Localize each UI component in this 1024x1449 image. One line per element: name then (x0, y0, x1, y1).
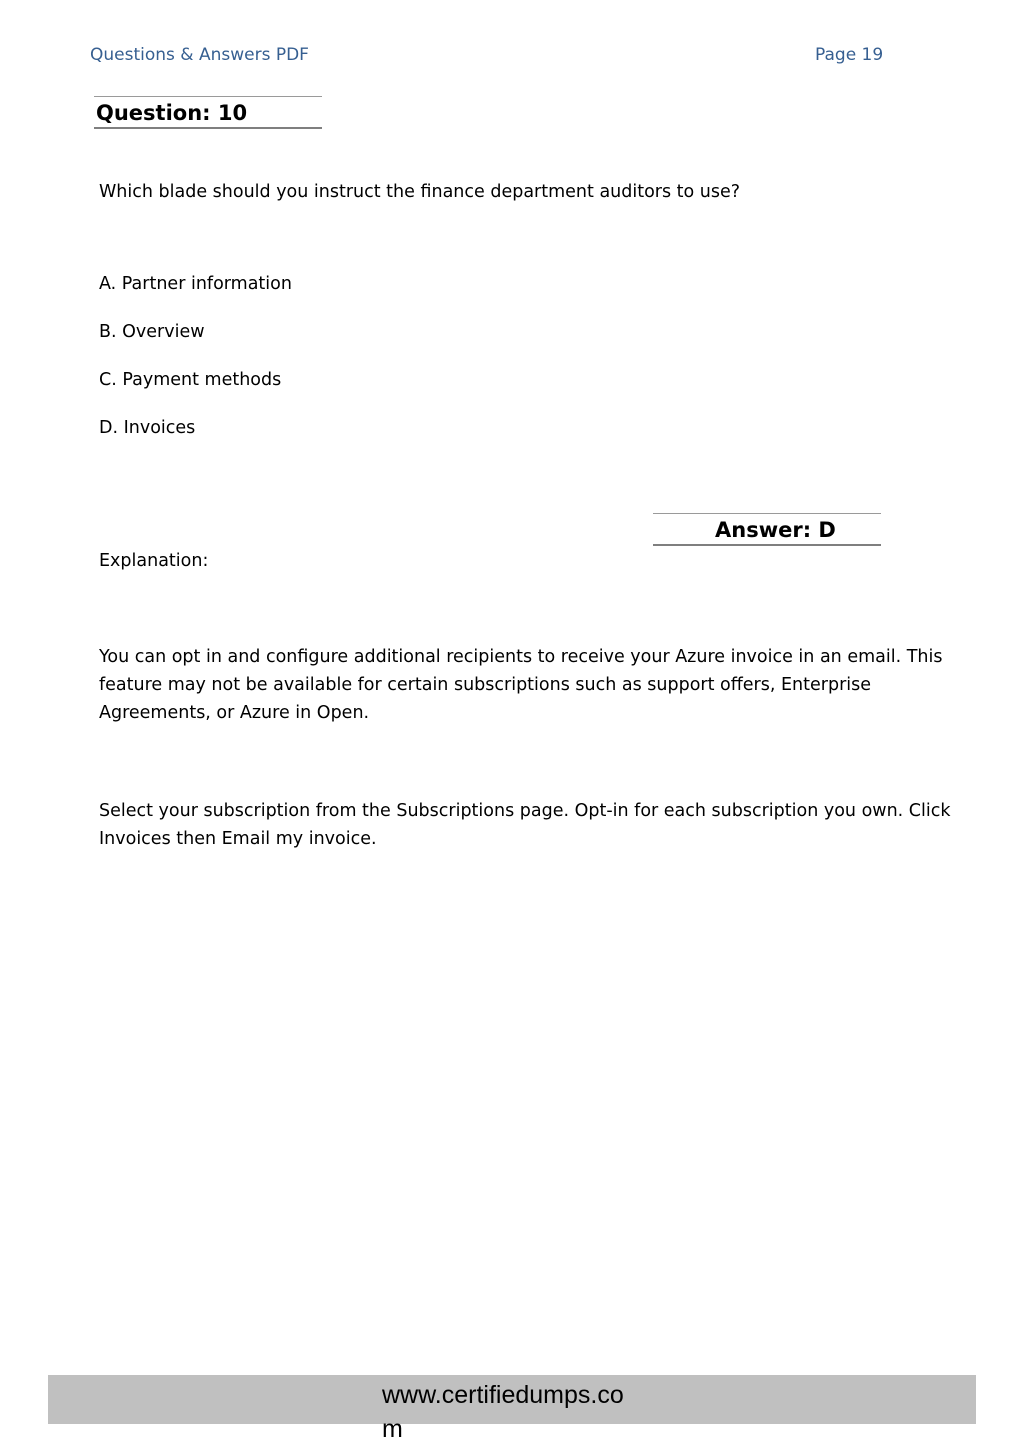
footer-link[interactable]: www.certifiedumps.com (382, 1381, 624, 1443)
option-b: B. Overview (99, 322, 205, 342)
question-title: Question: 10 (96, 101, 248, 125)
explanation-label: Explanation: (99, 551, 209, 571)
answer-box (653, 513, 881, 546)
explanation-paragraph: You can opt in and configure additional recipients to receive your Azure invoice in an email. This feature may not be available for certain subscriptions such as support offers, Enterprise Agreements, or Azure in Open. (99, 647, 943, 723)
question-heading-box (94, 96, 322, 129)
header-title: Questions & Answers PDF (90, 45, 309, 65)
option-d: D. Invoices (99, 418, 196, 438)
answer-label: Answer: D (715, 518, 836, 542)
question-text: Which blade should you instruct the finance department auditors to use? (99, 182, 741, 202)
option-a: A. Partner information (99, 274, 292, 294)
option-c: C. Payment methods (99, 370, 282, 390)
explanation-paragraph: Select your subscription from the Subscriptions page. Opt-in for each subscription you own. Click Invoices then Email my invoice. (99, 801, 951, 849)
page-number: Page 19 (815, 45, 884, 65)
